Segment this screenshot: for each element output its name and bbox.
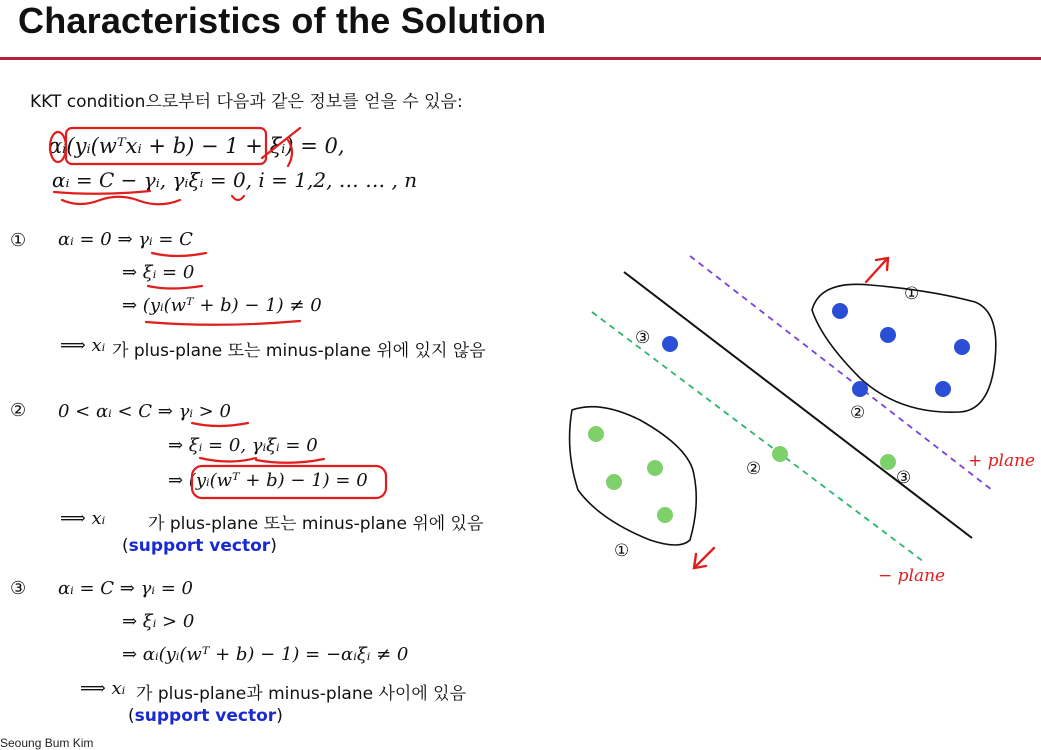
case1-line3: ⇒ (yᵢ(wᵀ + b) − 1) ≠ 0 xyxy=(122,295,322,316)
label-bottom-sv: ② xyxy=(746,459,762,479)
positive-between-point xyxy=(662,336,678,352)
positive-point xyxy=(880,327,896,343)
negative-between-point xyxy=(880,454,896,470)
case2-line3: ⇒ (yᵢ(wᵀ + b) − 1) = 0 xyxy=(168,470,368,491)
case3-conclusion: 가 plus-plane과 minus-plane 사이에 있음 xyxy=(136,684,467,704)
case3-line1: αᵢ = C ⇒ γᵢ = 0 xyxy=(58,578,193,599)
case3-support-vector: support vector xyxy=(134,706,277,726)
case1-line1: αᵢ = 0 ⇒ γᵢ = C xyxy=(58,229,193,250)
label-top-between: ③ xyxy=(635,328,651,348)
label-top-group: ① xyxy=(904,284,920,304)
case2-conclusion-symbol: ⟹ xᵢ xyxy=(60,508,106,529)
positive-support-vector-point xyxy=(852,381,868,397)
positive-point xyxy=(832,303,848,319)
plus-plane-line xyxy=(690,256,992,490)
negative-point xyxy=(647,460,663,476)
case2-line2: ⇒ ξᵢ = 0, γᵢξᵢ = 0 xyxy=(168,435,318,456)
up-arrow-annotation xyxy=(866,258,888,282)
case1-conclusion: 가 plus-plane 또는 minus-plane 위에 있지 않음 xyxy=(112,341,486,361)
case2-marker: ② xyxy=(10,400,27,421)
case2-support-vector: support vector xyxy=(128,536,271,556)
positive-point xyxy=(954,339,970,355)
case1-line2: ⇒ ξᵢ = 0 xyxy=(122,262,195,283)
negative-point xyxy=(588,426,604,442)
case1-marker: ① xyxy=(10,230,27,251)
decision-boundary xyxy=(624,272,972,538)
negative-point xyxy=(606,474,622,490)
negative-support-vector-point xyxy=(772,446,788,462)
case2-note-open: ( xyxy=(122,536,129,556)
label-bottom-group: ① xyxy=(614,541,630,561)
plus-plane-label: + plane xyxy=(968,451,1036,471)
case3-note-close: ) xyxy=(276,706,283,726)
kkt-equation-2: αᵢ = C − γᵢ, γᵢξᵢ = 0, i = 1,2, … … , n xyxy=(52,168,418,192)
case2-note-close: ) xyxy=(270,536,277,556)
case3-conclusion-symbol: ⟹ xᵢ xyxy=(80,678,126,699)
kkt-equation-1: αᵢ(yᵢ(wᵀxᵢ + b) − 1 + ξᵢ) = 0, xyxy=(48,134,345,158)
label-top-sv: ② xyxy=(850,403,866,423)
case2-line1: 0 < αᵢ < C ⇒ γᵢ > 0 xyxy=(58,401,231,422)
minus-plane-line xyxy=(592,312,924,562)
case3-line2: ⇒ ξᵢ > 0 xyxy=(122,611,195,632)
positive-point xyxy=(935,381,951,397)
down-arrow-annotation xyxy=(694,548,714,568)
slide-title: Characteristics of the Solution xyxy=(18,0,547,41)
negative-point xyxy=(657,507,673,523)
case2-conclusion: 가 plus-plane 또는 minus-plane 위에 있음 xyxy=(148,514,484,534)
case3-note-open: ( xyxy=(128,706,135,726)
case1-conclusion-symbol: ⟹ xᵢ xyxy=(60,335,106,356)
author-footer: Seoung Bum Kim xyxy=(0,736,94,750)
case3-line3: ⇒ αᵢ(yᵢ(wᵀ + b) − 1) = −αᵢξᵢ ≠ 0 xyxy=(122,644,409,665)
label-bottom-between: ③ xyxy=(896,468,912,488)
minus-plane-label: − plane xyxy=(878,566,946,586)
intro-text: KKT condition으로부터 다음과 같은 정보를 얻을 수 있음: xyxy=(30,92,463,112)
negative-cluster-outline xyxy=(570,407,697,545)
case3-marker: ③ xyxy=(10,578,27,599)
